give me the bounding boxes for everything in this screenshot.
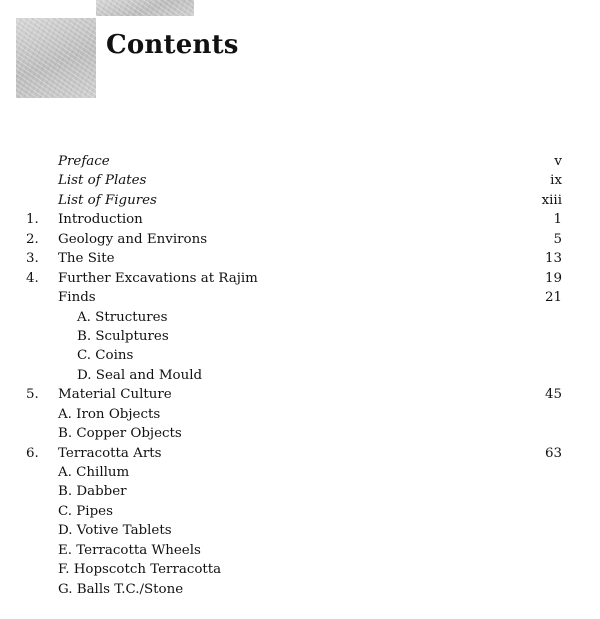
toc-entry bbox=[0, 405, 600, 424]
toc-entry bbox=[0, 444, 600, 463]
toc-entry-page: 63 bbox=[544, 445, 562, 461]
toc-entry bbox=[0, 385, 600, 404]
toc-entry-label: B. Dabber bbox=[58, 484, 127, 500]
toc-entry bbox=[0, 249, 600, 268]
toc-entry-label: F. Hopscotch Terracotta bbox=[58, 562, 222, 578]
toc-entry-label: Introduction bbox=[58, 212, 143, 228]
toc-entry bbox=[0, 171, 600, 190]
toc-entry bbox=[0, 191, 600, 210]
toc-entry bbox=[0, 210, 600, 229]
toc-entry-label: A. Chillum bbox=[58, 465, 130, 480]
toc-entry bbox=[0, 521, 600, 540]
toc-entry bbox=[0, 541, 600, 560]
decorative-texture-strip bbox=[96, 0, 194, 16]
toc-entry bbox=[0, 152, 600, 171]
toc-entry bbox=[0, 327, 600, 346]
toc-entry-number: 2. bbox=[26, 231, 39, 247]
toc-entry-page: 45 bbox=[544, 387, 562, 403]
toc-entry-label: E. Terracotta Wheels bbox=[58, 542, 201, 558]
toc-entry-number: 6. bbox=[26, 445, 39, 461]
toc-entry bbox=[0, 366, 600, 385]
toc-entry-page: 1 bbox=[553, 212, 562, 228]
toc-entry-label: B. Sculptures bbox=[77, 328, 169, 344]
toc-entry-page: ix bbox=[550, 173, 562, 189]
toc-entry bbox=[0, 230, 600, 249]
toc-entry bbox=[0, 288, 600, 307]
toc-entry-label: Terracotta Arts bbox=[58, 445, 162, 461]
toc-entry-label: Finds bbox=[58, 290, 96, 306]
toc-entry-page: 5 bbox=[553, 231, 562, 247]
toc-entry bbox=[0, 424, 600, 443]
toc-entry-label: List of Figures bbox=[58, 192, 157, 208]
toc-entry bbox=[0, 502, 600, 521]
toc-entry-number: 1. bbox=[26, 212, 39, 228]
toc-entry bbox=[0, 346, 600, 365]
toc-entry-label: List of Plates bbox=[58, 173, 147, 189]
toc-entry-label: C. Coins bbox=[77, 348, 134, 364]
toc-entry bbox=[0, 560, 600, 579]
toc-entry bbox=[0, 482, 600, 501]
table-of-contents bbox=[0, 152, 600, 599]
toc-entry-label: A. Iron Objects bbox=[58, 406, 161, 422]
toc-entry-label: Preface bbox=[58, 154, 110, 169]
page-title: Contents bbox=[106, 30, 239, 60]
decorative-texture-block bbox=[16, 18, 96, 98]
toc-entry-label: G. Balls T.C./Stone bbox=[58, 581, 184, 597]
toc-entry-page: v bbox=[554, 154, 562, 169]
toc-entry-number: 5. bbox=[26, 387, 39, 403]
toc-entry bbox=[0, 463, 600, 482]
toc-entry-label: D. Votive Tablets bbox=[58, 523, 172, 539]
toc-entry-label: Material Culture bbox=[58, 387, 172, 403]
toc-entry-page: 13 bbox=[544, 251, 562, 267]
toc-entry-page: 19 bbox=[544, 270, 562, 286]
toc-entry-label: C. Pipes bbox=[58, 503, 113, 519]
toc-entry bbox=[0, 580, 600, 599]
toc-entry-number: 4. bbox=[26, 270, 39, 286]
toc-entry bbox=[0, 269, 600, 288]
toc-entry-label: Geology and Environs bbox=[58, 231, 208, 247]
toc-entry-label: D. Seal and Mould bbox=[77, 367, 203, 383]
toc-entry-label: A. Structures bbox=[77, 309, 168, 325]
toc-entry-page: 21 bbox=[544, 290, 562, 306]
toc-entry-number: 3. bbox=[26, 251, 39, 267]
toc-entry-label: Further Excavations at Rajim bbox=[58, 270, 258, 286]
toc-entry-page: xiii bbox=[541, 192, 562, 208]
toc-entry bbox=[0, 308, 600, 327]
toc-entry-label: The Site bbox=[58, 251, 115, 267]
toc-entry-label: B. Copper Objects bbox=[58, 426, 182, 442]
